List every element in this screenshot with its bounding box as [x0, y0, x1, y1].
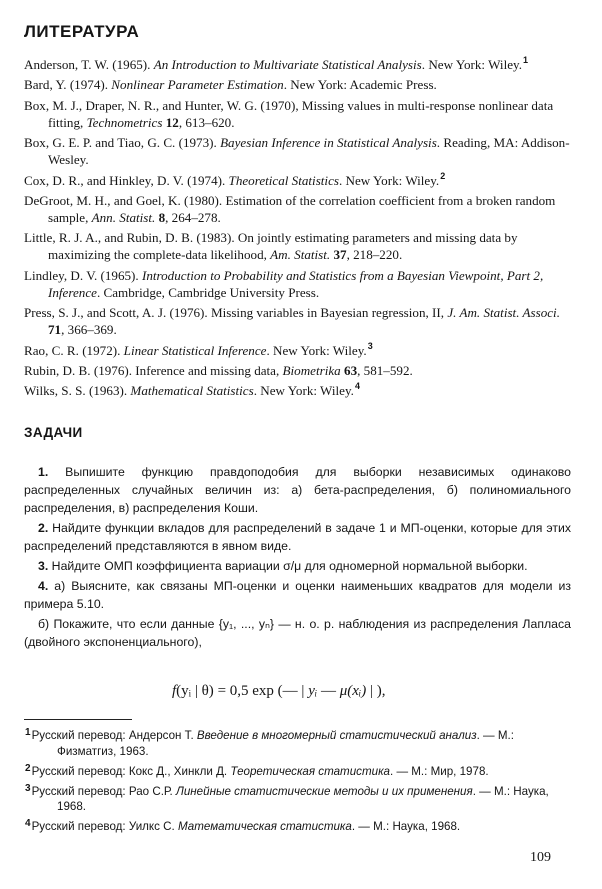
reference-publisher: . Cambridge, Cambridge University Press.: [96, 284, 320, 300]
reference-item: [24, 362, 572, 379]
footnote-mark: 4: [25, 818, 31, 829]
reference-item: [24, 267, 572, 301]
footnote-publisher: . — М.: Физматгиз, 1963.: [57, 729, 514, 758]
reference-publisher: , 264–278.: [165, 209, 221, 225]
footnote-prefix: Русский перевод: Рао С.Р.: [31, 784, 176, 798]
laplace-formula: [172, 683, 386, 700]
reference-volume: 63: [344, 362, 358, 378]
footnote-marker: 4: [354, 381, 360, 392]
formula-mu: μ(xᵢ): [339, 683, 367, 699]
reference-item: [24, 382, 572, 399]
task-item: [24, 519, 571, 555]
reference-publisher: . New York: Wiley.: [266, 342, 367, 358]
reference-title: Biometrika: [282, 362, 341, 378]
footnote-marker: 2: [440, 170, 446, 181]
reference-authors: Anderson, T. W. (1965).: [24, 57, 154, 72]
reference-authors: Bard, Y. (1974).: [24, 77, 112, 93]
reference-authors: Box, M. J., Draper, N. R., and Hunter, W. G. (1970), Missing values in multi-response nonlinear data fitting,: [24, 97, 554, 130]
reference-publisher: . New York: Wiley.: [338, 172, 440, 188]
reference-title: An Introduction to Multivariate Statistical Analysis: [153, 57, 422, 72]
footnote-marker: 3: [367, 340, 373, 351]
footnote-title: Линейные статистические методы и их применения: [175, 784, 473, 798]
task-number: 1.: [38, 465, 49, 479]
task-text: Найдите функции вкладов для распределений в задаче 1 и МП-оценки, которые для этих распределений представляются в явном виде.: [24, 521, 571, 554]
reference-item: [24, 172, 572, 189]
formula-args: (yᵢ | θ): [176, 683, 214, 699]
reference-title: Technometrics: [86, 114, 163, 130]
reference-publisher: , 366–369.: [61, 322, 117, 338]
task-item: [24, 577, 571, 613]
footnote-item: [24, 819, 574, 835]
task-number: 2.: [38, 521, 49, 536]
task-item: [24, 463, 571, 518]
reference-item: [24, 76, 572, 93]
reference-authors: Rao, C. R. (1972).: [24, 342, 124, 358]
formula-end: | ),: [366, 683, 386, 699]
footnote-prefix: Русский перевод: Кокс Д., Хинкли Д.: [31, 764, 231, 778]
task-text: а) Выясните, как связаны МП-оценки и оценки наименьших квадратов для модели из примера 5.10.: [24, 578, 571, 611]
task-item: [24, 615, 571, 651]
page-number: 109: [530, 850, 551, 865]
reference-volume: 71: [48, 322, 62, 338]
reference-list: [24, 56, 572, 403]
reference-volume: 8: [158, 209, 166, 225]
reference-publisher: . Reading, MA: Addison-Wesley.: [48, 135, 570, 168]
reference-authors: Rubin, D. B. (1976). Inference and missing data,: [24, 362, 283, 378]
reference-volume: 37: [333, 247, 347, 263]
footnote-title: Теоретическая статистика: [230, 764, 390, 778]
footnote-publisher: . — М.: Мир, 1978.: [390, 764, 489, 778]
formula-rhs: = 0,5 exp (— |: [213, 683, 309, 699]
formula-f: f: [172, 683, 177, 699]
task-number: 3.: [38, 559, 49, 574]
reference-authors: Wilks, S. S. (1963).: [24, 383, 131, 399]
footnote-mark: 1: [25, 727, 31, 738]
reference-title: Mathematical Statistics: [130, 383, 254, 399]
footnote-publisher: . — М.: Наука, 1968.: [57, 784, 549, 813]
reference-publisher: , 218–220.: [346, 247, 403, 263]
reference-authors: Little, R. J. A., and Rubin, D. B. (1983). On jointly estimating parameters and missing data by maximizing the complete-data likelihood,: [24, 230, 518, 263]
reference-authors: Box, G. E. P. and Tiao, G. C. (1973).: [24, 135, 221, 151]
reference-publisher: . New York: Wiley.: [421, 57, 522, 72]
reference-item: [24, 134, 572, 168]
reference-title: Am. Statist.: [270, 247, 331, 263]
reference-item: [24, 304, 572, 338]
reference-volume: 12: [165, 114, 179, 130]
reference-title: Nonlinear Parameter Estimation: [111, 77, 284, 93]
task-number: 4.: [38, 578, 49, 593]
reference-authors: Cox, D. R., and Hinkley, D. V. (1974).: [24, 172, 229, 188]
reference-item: [24, 97, 572, 131]
reference-publisher: . New York: Wiley.: [253, 383, 354, 399]
footnote-rule: [24, 719, 132, 720]
reference-title: Ann. Statist.: [91, 209, 156, 225]
reference-authors: Press, S. J., and Scott, A. J. (1976). Missing variables in Bayesian regression, II,: [24, 305, 448, 321]
reference-title: J. Am. Statist. Associ.: [447, 305, 560, 321]
footnote-publisher: . — М.: Наука, 1968.: [351, 820, 461, 833]
footnote-marker: 1: [523, 55, 529, 65]
task-text: Выпишите функцию правдоподобия для выборки независимых одинаково распределенных случайных величин из: а) бета-распределения, б) полиномиального распределения, в) распределения Коши.: [24, 465, 571, 516]
reference-publisher: , 581–592.: [357, 362, 413, 378]
footnote-title: Введение в многомерный статистический анализ: [196, 729, 477, 742]
footnote-item: [24, 784, 574, 815]
task-item: [24, 557, 571, 575]
footnote-mark: 2: [25, 762, 31, 774]
formula-minus: —: [317, 683, 340, 699]
reference-title: Linear Statistical Inference: [123, 342, 267, 358]
task-text: Найдите ОМП коэффициента вариации σ/μ для одномерной нормальной выборки.: [48, 559, 528, 574]
formula-y: yᵢ: [308, 683, 318, 699]
reference-item: [24, 192, 572, 226]
reference-publisher: , 613–620.: [178, 114, 235, 130]
task-text: б) Покажите, что если данные {y₁, ..., yₙ} — н. о. р. наблюдения из распределения Лапласа (двойного экспоненциального),: [24, 616, 571, 649]
reference-item: [24, 56, 572, 73]
footnote-title: Математическая статистика: [177, 820, 352, 833]
reference-title: Introduction to Probability and Statistics from a Bayesian Viewpoint, Part 2, Inference: [48, 267, 544, 300]
reference-publisher: . New York: Academic Press.: [283, 77, 437, 93]
reference-title: Bayesian Inference in Statistical Analysis: [220, 135, 437, 151]
reference-item: [24, 342, 572, 359]
reference-authors: DeGroot, M. H., and Goel, K. (1980). Estimation of the correlation coefficient from a broken random sample,: [24, 192, 556, 225]
task-list: [24, 463, 571, 653]
section-title: ЛИТЕРАТУРА: [24, 22, 140, 41]
reference-item: [24, 229, 572, 263]
footnote-item: [24, 728, 574, 759]
tasks-title: ЗАДАЧИ: [24, 425, 83, 440]
footnote-item: [24, 764, 574, 780]
reference-authors: Lindley, D. V. (1965).: [24, 267, 142, 283]
footnote-list: [24, 728, 574, 839]
footnote-prefix: Русский перевод: Андерсон Т.: [31, 729, 197, 742]
footnote-mark: 3: [25, 782, 31, 794]
footnote-prefix: Русский перевод: Уилкс С.: [31, 820, 178, 833]
reference-title: Theoretical Statistics: [228, 172, 339, 188]
